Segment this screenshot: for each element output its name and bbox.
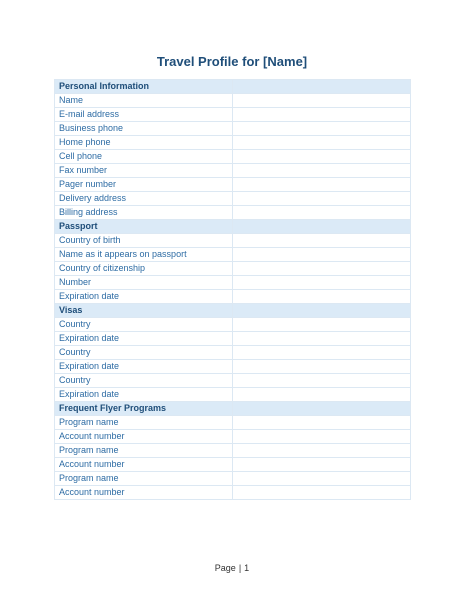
field-value-cell[interactable] <box>233 108 411 122</box>
field-row <box>55 416 411 430</box>
field-value-cell[interactable] <box>233 346 411 360</box>
field-value-cell[interactable] <box>233 262 411 276</box>
field-label: Program name <box>55 416 233 430</box>
document-title: Travel Profile for [Name] <box>156 54 308 69</box>
section-heading-blank <box>233 402 411 416</box>
field-value-cell[interactable] <box>233 318 411 332</box>
field-value-cell[interactable] <box>233 472 411 486</box>
section-heading-blank <box>233 220 411 234</box>
field-row <box>55 388 411 402</box>
field-row <box>55 458 411 472</box>
field-row <box>55 374 411 388</box>
field-value-cell[interactable] <box>233 164 411 178</box>
field-value-cell[interactable] <box>233 486 411 500</box>
field-row <box>55 318 411 332</box>
field-label: Country of birth <box>55 234 233 248</box>
field-value-cell[interactable] <box>233 122 411 136</box>
page-separator: | <box>238 563 242 573</box>
field-label: Account number <box>55 486 233 500</box>
field-label: Delivery address <box>55 192 233 206</box>
field-label: E-mail address <box>55 108 233 122</box>
field-label: Name <box>55 94 233 108</box>
field-value-cell[interactable] <box>233 150 411 164</box>
page-number: 1 <box>244 563 250 573</box>
field-label: Pager number <box>55 178 233 192</box>
section-header-row <box>55 220 411 234</box>
field-value-cell[interactable] <box>233 94 411 108</box>
field-label: Expiration date <box>55 290 233 304</box>
field-value-cell[interactable] <box>233 360 411 374</box>
field-row <box>55 262 411 276</box>
field-row <box>55 206 411 220</box>
field-label: Expiration date <box>55 388 233 402</box>
field-label: Account number <box>55 430 233 444</box>
field-value-cell[interactable] <box>233 136 411 150</box>
field-row <box>55 164 411 178</box>
field-label: Program name <box>55 472 233 486</box>
field-label: Program name <box>55 444 233 458</box>
field-row <box>55 346 411 360</box>
field-row <box>55 150 411 164</box>
field-label: Home phone <box>55 136 233 150</box>
field-row <box>55 234 411 248</box>
field-row <box>55 248 411 262</box>
field-value-cell[interactable] <box>233 374 411 388</box>
field-label: Country of citizenship <box>55 262 233 276</box>
field-value-cell[interactable] <box>233 178 411 192</box>
field-value-cell[interactable] <box>233 430 411 444</box>
section-header-row <box>55 402 411 416</box>
field-label: Cell phone <box>55 150 233 164</box>
field-row <box>55 332 411 346</box>
field-value-cell[interactable] <box>233 234 411 248</box>
field-value-cell[interactable] <box>233 248 411 262</box>
section-heading-blank <box>233 304 411 318</box>
section-header-row <box>55 80 411 94</box>
field-row <box>55 178 411 192</box>
field-label: Name as it appears on passport <box>55 248 233 262</box>
page-footer <box>0 563 464 573</box>
section-header-row <box>55 304 411 318</box>
field-row <box>55 192 411 206</box>
field-row <box>55 360 411 374</box>
section-heading-blank <box>233 80 411 94</box>
field-value-cell[interactable] <box>233 388 411 402</box>
field-value-cell[interactable] <box>233 444 411 458</box>
section-heading: Frequent Flyer Programs <box>55 402 233 416</box>
field-value-cell[interactable] <box>233 192 411 206</box>
field-value-cell[interactable] <box>233 332 411 346</box>
field-value-cell[interactable] <box>233 290 411 304</box>
field-label: Country <box>55 318 233 332</box>
field-row <box>55 290 411 304</box>
field-label: Country <box>55 346 233 360</box>
field-label: Billing address <box>55 206 233 220</box>
field-label: Country <box>55 374 233 388</box>
field-row <box>55 444 411 458</box>
field-row <box>55 472 411 486</box>
section-heading: Passport <box>55 220 233 234</box>
field-row <box>55 276 411 290</box>
field-value-cell[interactable] <box>233 276 411 290</box>
field-value-cell[interactable] <box>233 206 411 220</box>
field-label: Number <box>55 276 233 290</box>
field-row <box>55 122 411 136</box>
section-heading: Visas <box>55 304 233 318</box>
field-label: Expiration date <box>55 360 233 374</box>
field-label: Fax number <box>55 164 233 178</box>
field-label: Business phone <box>55 122 233 136</box>
field-row <box>55 430 411 444</box>
travel-profile-table <box>54 79 411 500</box>
field-value-cell[interactable] <box>233 416 411 430</box>
field-label: Expiration date <box>55 332 233 346</box>
field-row <box>55 94 411 108</box>
field-label: Account number <box>55 458 233 472</box>
page-label: Page <box>214 563 236 573</box>
section-heading: Personal Information <box>55 80 233 94</box>
field-value-cell[interactable] <box>233 458 411 472</box>
field-row <box>55 108 411 122</box>
field-row <box>55 486 411 500</box>
field-row <box>55 136 411 150</box>
